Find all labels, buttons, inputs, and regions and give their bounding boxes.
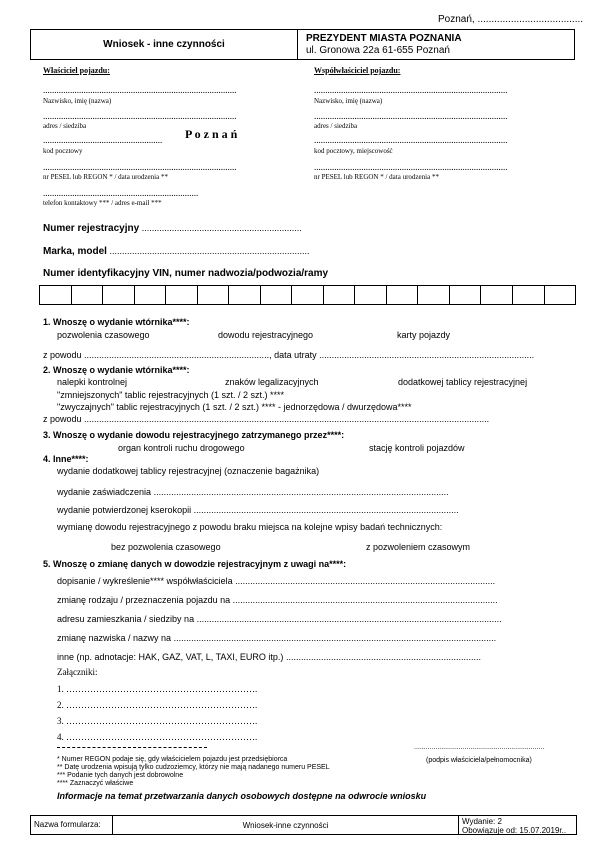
owner-address-label: adres / siedziba [43,122,87,130]
s4-copy-field[interactable]: .......................................................................................................... [193,505,459,515]
s1-option-registration-certificate[interactable]: dowodu rejestracyjnego [218,330,314,340]
attachments-title: Załączniki: [57,667,98,677]
co-owner-name-label: Nazwisko, imię (nazwa) [314,97,383,105]
co-owner-postal-field[interactable]: ...................................................................................... [314,135,508,145]
vin-cell[interactable] [545,286,576,304]
co-owner-postal-label: kod pocztowy, miejscowość [314,147,393,155]
form-footer [30,815,577,835]
co-owner-pesel-field[interactable]: ...................................................................................... [314,162,508,172]
attachment-field-4[interactable]: 4. ………………………………………………………. [57,732,258,742]
co-owner-pesel-label: nr PESEL lub REGON * / data urodzenia ** [314,173,439,181]
owner-name-field[interactable]: ...................................................................................... [43,85,237,95]
s4-option-without-permit[interactable]: bez pozwolenia czasowego [111,542,221,552]
s4-certificate-field[interactable]: ...................................................................................................................... [153,487,449,497]
vin-cell[interactable] [292,286,324,304]
owner-city: P o z n a ń [185,127,238,141]
s5-other-field[interactable]: .............................................................................. [285,652,481,662]
co-owner-title: Współwłaściciel pojazdu: [314,66,401,75]
vin-grid[interactable] [39,285,576,305]
footnote-2: ** Datę urodzenia wpisują tylko cudzoziemcy, którzy nie mają nadanego numeru PESEL [57,764,330,771]
owner-contact-label: telefon kontaktowy *** / adres e-mail *** [43,199,162,207]
s5-name-field[interactable]: ................................................................................................................................. [173,633,497,643]
form-title: Wniosek - inne czynności [30,29,298,60]
vin-cell[interactable] [513,286,545,304]
s4-option-additional-plate[interactable]: wydanie dodatkowej tablicy rejestracyjnej (oznaczenie bagażnika) [57,466,320,476]
s4-certificate-label: wydanie zaświadczenia [57,487,152,497]
footer-valid-from: Obowiązuje od: 15.07.2019r.. [462,826,567,835]
make-model-row [43,246,309,257]
vin-cell[interactable] [418,286,450,304]
footnote-1: * Numer REGON podaje się, gdy właścicielem pojazdu jest przedsiębiorca [57,756,288,763]
owner-name-label: Nazwisko, imię (nazwa) [43,97,112,105]
vin-cell[interactable] [481,286,513,304]
owner-postal-field[interactable]: ..................................................... [43,135,163,145]
registration-row [43,223,302,234]
s4-copy-label: wydanie potwierdzonej kserokopii [57,505,192,515]
s5-option-address[interactable] [57,614,502,624]
s5-option-name[interactable] [57,633,496,643]
vin-cell[interactable] [261,286,293,304]
vin-label: Numer identyfikacyjny VIN, numer nadwozia/podwozia/ramy [43,268,329,279]
owner-title: Właściciel pojazdu: [43,66,110,75]
s2-option-legalization-marks[interactable]: znaków legalizacyjnych [225,377,319,387]
footnote-3: *** Podanie tych danych jest dobrowolne [57,772,184,779]
vin-cell[interactable] [198,286,230,304]
co-owner-address-field[interactable]: ...................................................................................... [314,111,508,121]
vin-cell[interactable] [103,286,135,304]
footer-edition-info [459,816,576,834]
vin-cell[interactable] [166,286,198,304]
s4-option-replace-certificate[interactable]: wymianę dowodu rejestracyjnego z powodu braku miejsca na kolejne wpisy badań technicznych: [57,522,443,532]
owner-postal-label: kod pocztowy [43,147,83,155]
signature-field[interactable]: ................................................................... [414,744,545,751]
s1-option-temporary-permit[interactable]: pozwolenia czasowego [57,330,150,340]
place-date-field[interactable]: Poznań, ...................................... [438,14,584,25]
footer-name-label: Nazwa formularza: [31,816,113,834]
s4-option-certificate[interactable] [57,487,449,497]
s3-option-inspection-station[interactable]: stację kontroli pojazdów [369,443,465,453]
footer-name-value: Wniosek-inne czynności [113,816,459,834]
s2-option-standard-plates[interactable]: "zwyczajnych" tablic rejestracyjnych (1 szt. / 2 szt.) **** - jednorzędowa / dwurzędowa**** [57,402,412,412]
s2-option-additional-plate[interactable]: dodatkowej tablicy rejestracyjnej [398,377,528,387]
s5-vehicle-type-label: zmianę rodzaju / przeznaczenia pojazdu na [57,595,231,605]
owner-contact-field[interactable]: ..................................................................... [43,188,199,198]
attachment-field-3[interactable]: 3. ………………………………………………………. [57,716,258,726]
co-owner-address-label: adres / siedziba [314,122,358,130]
footnote-4: **** Zaznaczyć właściwe [57,780,134,787]
s2-option-reduced-plates[interactable]: "zmniejszonych" tablic rejestracyjnych (1 szt. / 2 szt.) **** [57,390,284,400]
s3-option-traffic-control[interactable]: organ kontroli ruchu drogowego [118,443,245,453]
vin-cell[interactable] [324,286,356,304]
s4-option-copy[interactable] [57,505,459,515]
vin-cell[interactable] [72,286,104,304]
s5-address-label: adresu zamieszkania / siedziby na [57,614,195,624]
owner-address-field[interactable]: ...................................................................................... [43,111,237,121]
vin-cell[interactable] [355,286,387,304]
section-5-title: 5. Wnoszę o zmianę danych w dowodzie rejestracyjnym z uwagi na****: [43,559,347,569]
make-model-field[interactable]: ................................................................................ [109,246,310,256]
s5-option-vehicle-type[interactable] [57,595,498,605]
section-2-title: 2. Wnoszę o wydanie wtórnika****: [43,365,190,375]
s1-option-vehicle-card[interactable]: karty pojazdy [397,330,451,340]
s5-co-owner-label: dopisanie / wykreślenie**** współwłaściciela [57,576,233,586]
s4-option-with-permit[interactable]: z pozwoleniem czasowym [366,542,471,552]
s2-option-control-sticker[interactable]: nalepki kontrolnej [57,377,128,387]
section-4-title: 4. Inne****: [43,454,89,464]
vin-cell[interactable] [229,286,261,304]
s5-option-other[interactable] [57,652,481,662]
s5-other-label: inne (np. adnotacje: HAK, GAZ, VAT, L, TAXI, EURO itp.) [57,652,284,662]
s5-co-owner-field[interactable]: ........................................................................................................ [235,576,496,586]
s5-option-co-owner[interactable] [57,576,495,586]
signature-label: (podpis właściciela/pełnomocnika) [426,757,532,764]
footnote-separator [57,747,207,748]
s1-reason-field[interactable]: z powodu .........................................................................., data utraty ...................................................................................... [43,350,535,360]
authority-name: PREZYDENT MIASTA POZNANIA [306,33,462,44]
s5-vehicle-type-field[interactable]: .......................................................................................................... [232,595,498,605]
s5-address-field[interactable]: .......................................................................................................................... [196,614,502,624]
make-model-label: Marka, model [43,246,107,257]
footer-edition: Wydanie: 2 [462,817,502,826]
authority-box [298,29,575,60]
authority-address: ul. Gronowa 22a 61-655 Poznań [306,45,450,56]
vin-cell[interactable] [387,286,419,304]
section-1-title: 1. Wnoszę o wydanie wtórnika****: [43,317,190,327]
privacy-note: Informacje na temat przetwarzania danych osobowych dostępne na odwrocie wniosku [57,791,427,801]
section-3-title: 3. Wnoszę o wydanie dowodu rejestracyjnego zatrzymanego przez****: [43,430,345,440]
attachment-field-2[interactable]: 2. ………………………………………………………. [57,700,258,710]
attachment-field-1[interactable]: 1. ………………………………………………………. [57,684,258,694]
s2-reason-field[interactable]: z powodu .................................................................................................................................................................. [43,414,490,424]
owner-pesel-field[interactable]: ...................................................................................... [43,162,237,172]
co-owner-name-field[interactable]: ...................................................................................... [314,85,508,95]
s5-name-label: zmianę nazwiska / nazwy na [57,633,172,643]
registration-field[interactable]: ................................................................ [141,223,302,233]
vin-cell[interactable] [40,286,72,304]
registration-label: Numer rejestracyjny [43,223,140,234]
vin-cell[interactable] [135,286,167,304]
vin-cell[interactable] [450,286,482,304]
owner-pesel-label: nr PESEL lub REGON * / data urodzenia ** [43,173,168,181]
